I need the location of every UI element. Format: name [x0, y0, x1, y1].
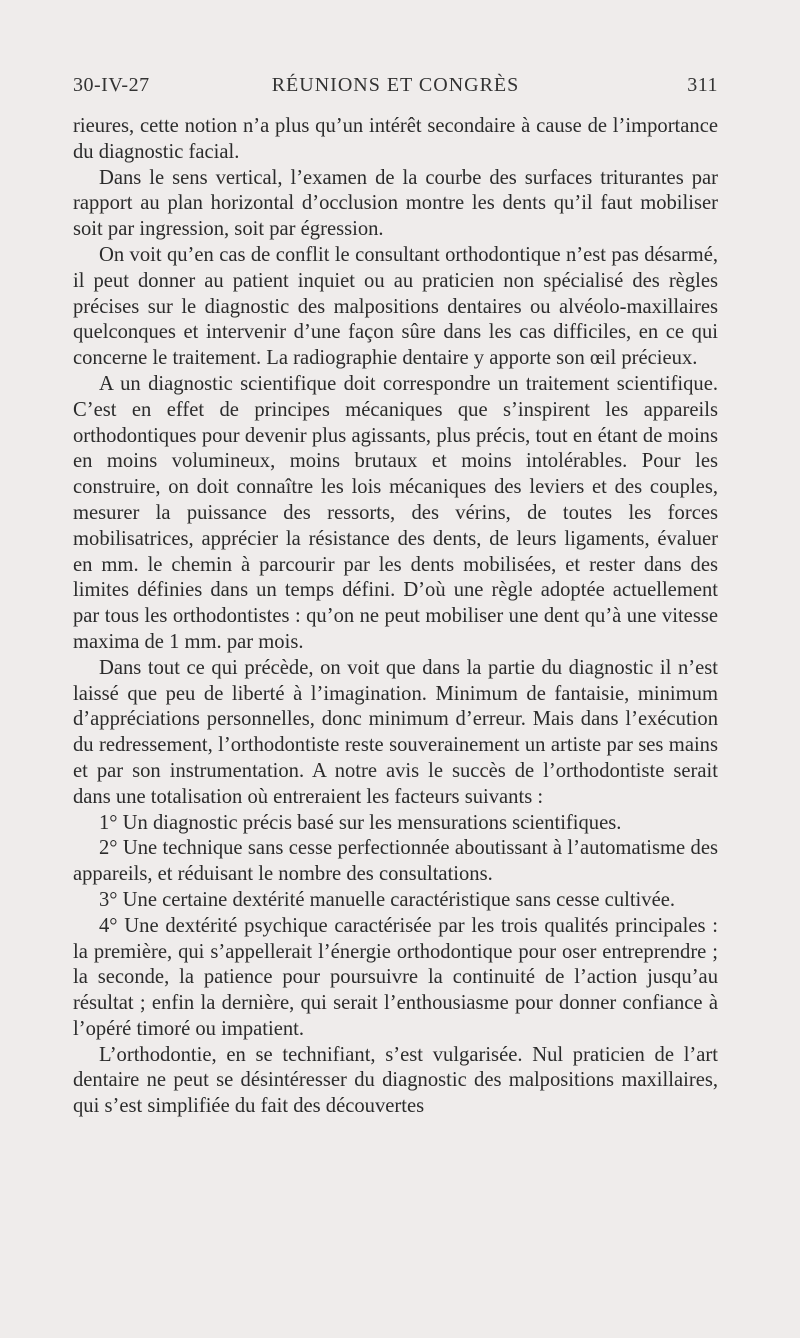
running-header: [73, 74, 718, 104]
list-item: 2° Une technique sans cesse perfectionnée aboutissant à l’automatisme des appareils, et réduisant le nombre des consultations.: [73, 837, 718, 886]
running-title: RÉUNIONS ET CONGRÈS: [271, 74, 520, 96]
paragraph: Dans tout ce qui précède, on voit que dans la partie du diagnostic il n’est laissé que peu de liberté à l’imagination. Minimum de fantaisie, minimum d’appréciations personnelles, donc minimum d’erreur. Mais dans l’exécution du redressement, l’orthodontiste reste souverainement un artiste par ses mains et par son instrumentation. A notre avis le succès de l’orthodontiste serait dans une totalisation où entreraient les facteurs suivants :: [73, 656, 718, 808]
paragraph: L’orthodontie, en se technifiant, s’est vulgarisée. Nul praticien de l’art dentaire ne peut se désintéresser du diagnostic des malpositions maxillaires, qui s’est simplifiée du fait des découvertes: [73, 1043, 718, 1118]
list-item: 3° Une certaine dextérité manuelle caractéristique sans cesse cultivée.: [99, 888, 676, 911]
header-date: 30-IV-27: [73, 74, 150, 96]
list-item: 1° Un diagnostic précis basé sur les mensurations scientifiques.: [99, 811, 622, 834]
paragraph: Dans le sens vertical, l’examen de la courbe des surfaces triturantes par rapport au plan horizontal d’occlusion montre les dents qu’il faut mobiliser soit par ingression, soit par égression.: [73, 166, 718, 241]
body-text: [73, 114, 718, 1120]
paragraph: rieures, cette notion n’a plus qu’un intérêt secondaire à cause de l’importance du diagnostic facial.: [73, 115, 718, 163]
paragraph: On voit qu’en cas de conflit le consultant orthodontique n’est pas désarmé, il peut donner au patient inquiet ou au praticien non spécialisé des règles précises sur le diagnostic des malpositions dentaires ou alvéolo-maxillaires quelconques et intervenir d’une façon sûre dans les cas difficiles, en ce qui concerne le traitement. La radiographie dentaire y apporte son œil précieux.: [73, 243, 718, 370]
page-number: 311: [687, 74, 718, 96]
document-page: [73, 74, 718, 1120]
paragraph: A un diagnostic scientifique doit correspondre un traitement scientifique. C’est en effet de principes mécaniques que s’inspirent les appareils orthodontiques pour devenir plus agissants, plus précis, tout en étant de moins en moins volumineux, moins brutaux et moins intolérables. Pour les construire, on doit connaître les lois mécaniques des leviers et des couples, mesurer la puissance des ressorts, des vérins, de toutes les forces mobilisatrices, apprécier la résistance des dents, de leurs ligaments, évaluer en mm. le chemin à parcourir par les dents mobilisées, et rester dans des limites définies dans un temps défini. D’où une règle adoptée actuellement par tous les orthodontistes : qu’on ne peut mobiliser une dent qu’à une vitesse maxima de 1 mm. par mois.: [73, 372, 718, 653]
list-item: 4° Une dextérité psychique caractérisée par les trois qualités principales : la première, qui s’appellerait l’énergie orthodontique pour oser entreprendre ; la seconde, la patience pour poursuivre la continuité de l’action jusqu’au résultat ; enfin la dernière, qui serait l’enthousiasme pour donner confiance à l’opéré timoré ou impatient.: [73, 914, 718, 1040]
